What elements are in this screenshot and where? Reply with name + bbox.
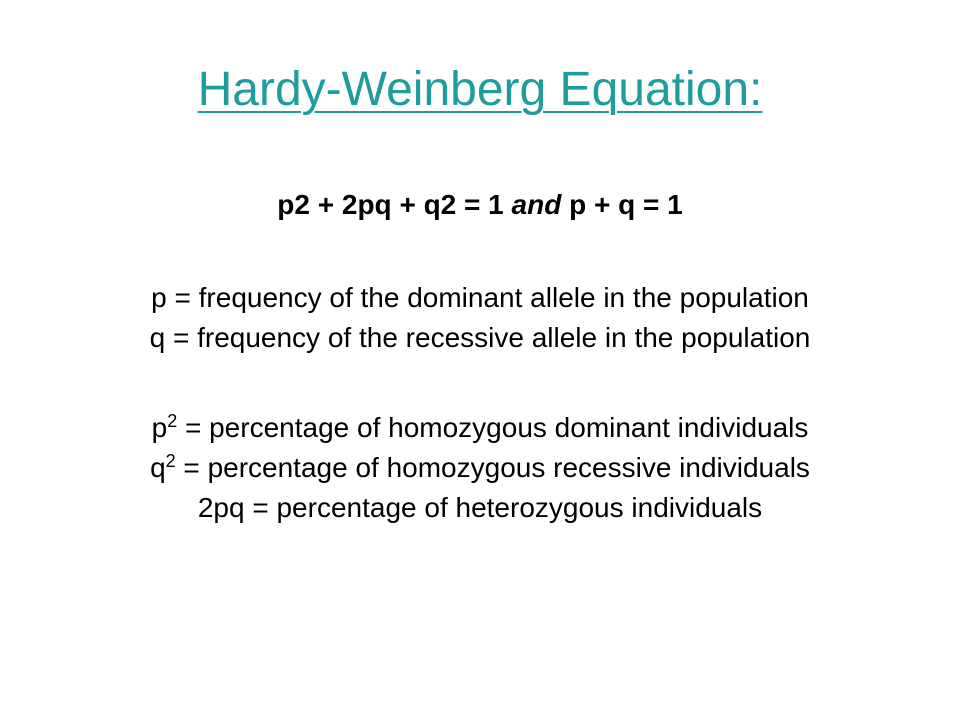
p-squared-base: p: [151, 412, 168, 443]
slide-title[interactable]: Hardy-Weinberg Equation:: [197, 63, 763, 116]
equation-line: [0, 185, 960, 225]
p-squared-exponent: 2: [167, 411, 178, 431]
q-squared-exponent: 2: [165, 451, 176, 471]
p-squared-text: = percentage of homozygous dominant individuals: [177, 412, 809, 443]
definition-p: p = frequency of the dominant allele in the population: [151, 282, 809, 313]
q-squared-base: q: [150, 452, 166, 483]
equation-part-1: p2 + 2pq + q2 = 1: [277, 189, 504, 220]
definition-2pq: 2pq = percentage of heterozygous individuals: [197, 492, 763, 523]
definition-p-squared: [0, 408, 960, 448]
allele-definitions: [0, 278, 960, 358]
definition-q: q = frequency of the recessive allele in the population: [149, 322, 811, 353]
equation-part-2: p + q = 1: [569, 189, 683, 220]
q-squared-text: = percentage of homozygous recessive individuals: [175, 452, 810, 483]
equation-connector: and: [511, 189, 562, 220]
definition-q-squared: [0, 448, 960, 488]
genotype-definitions: [0, 408, 960, 528]
